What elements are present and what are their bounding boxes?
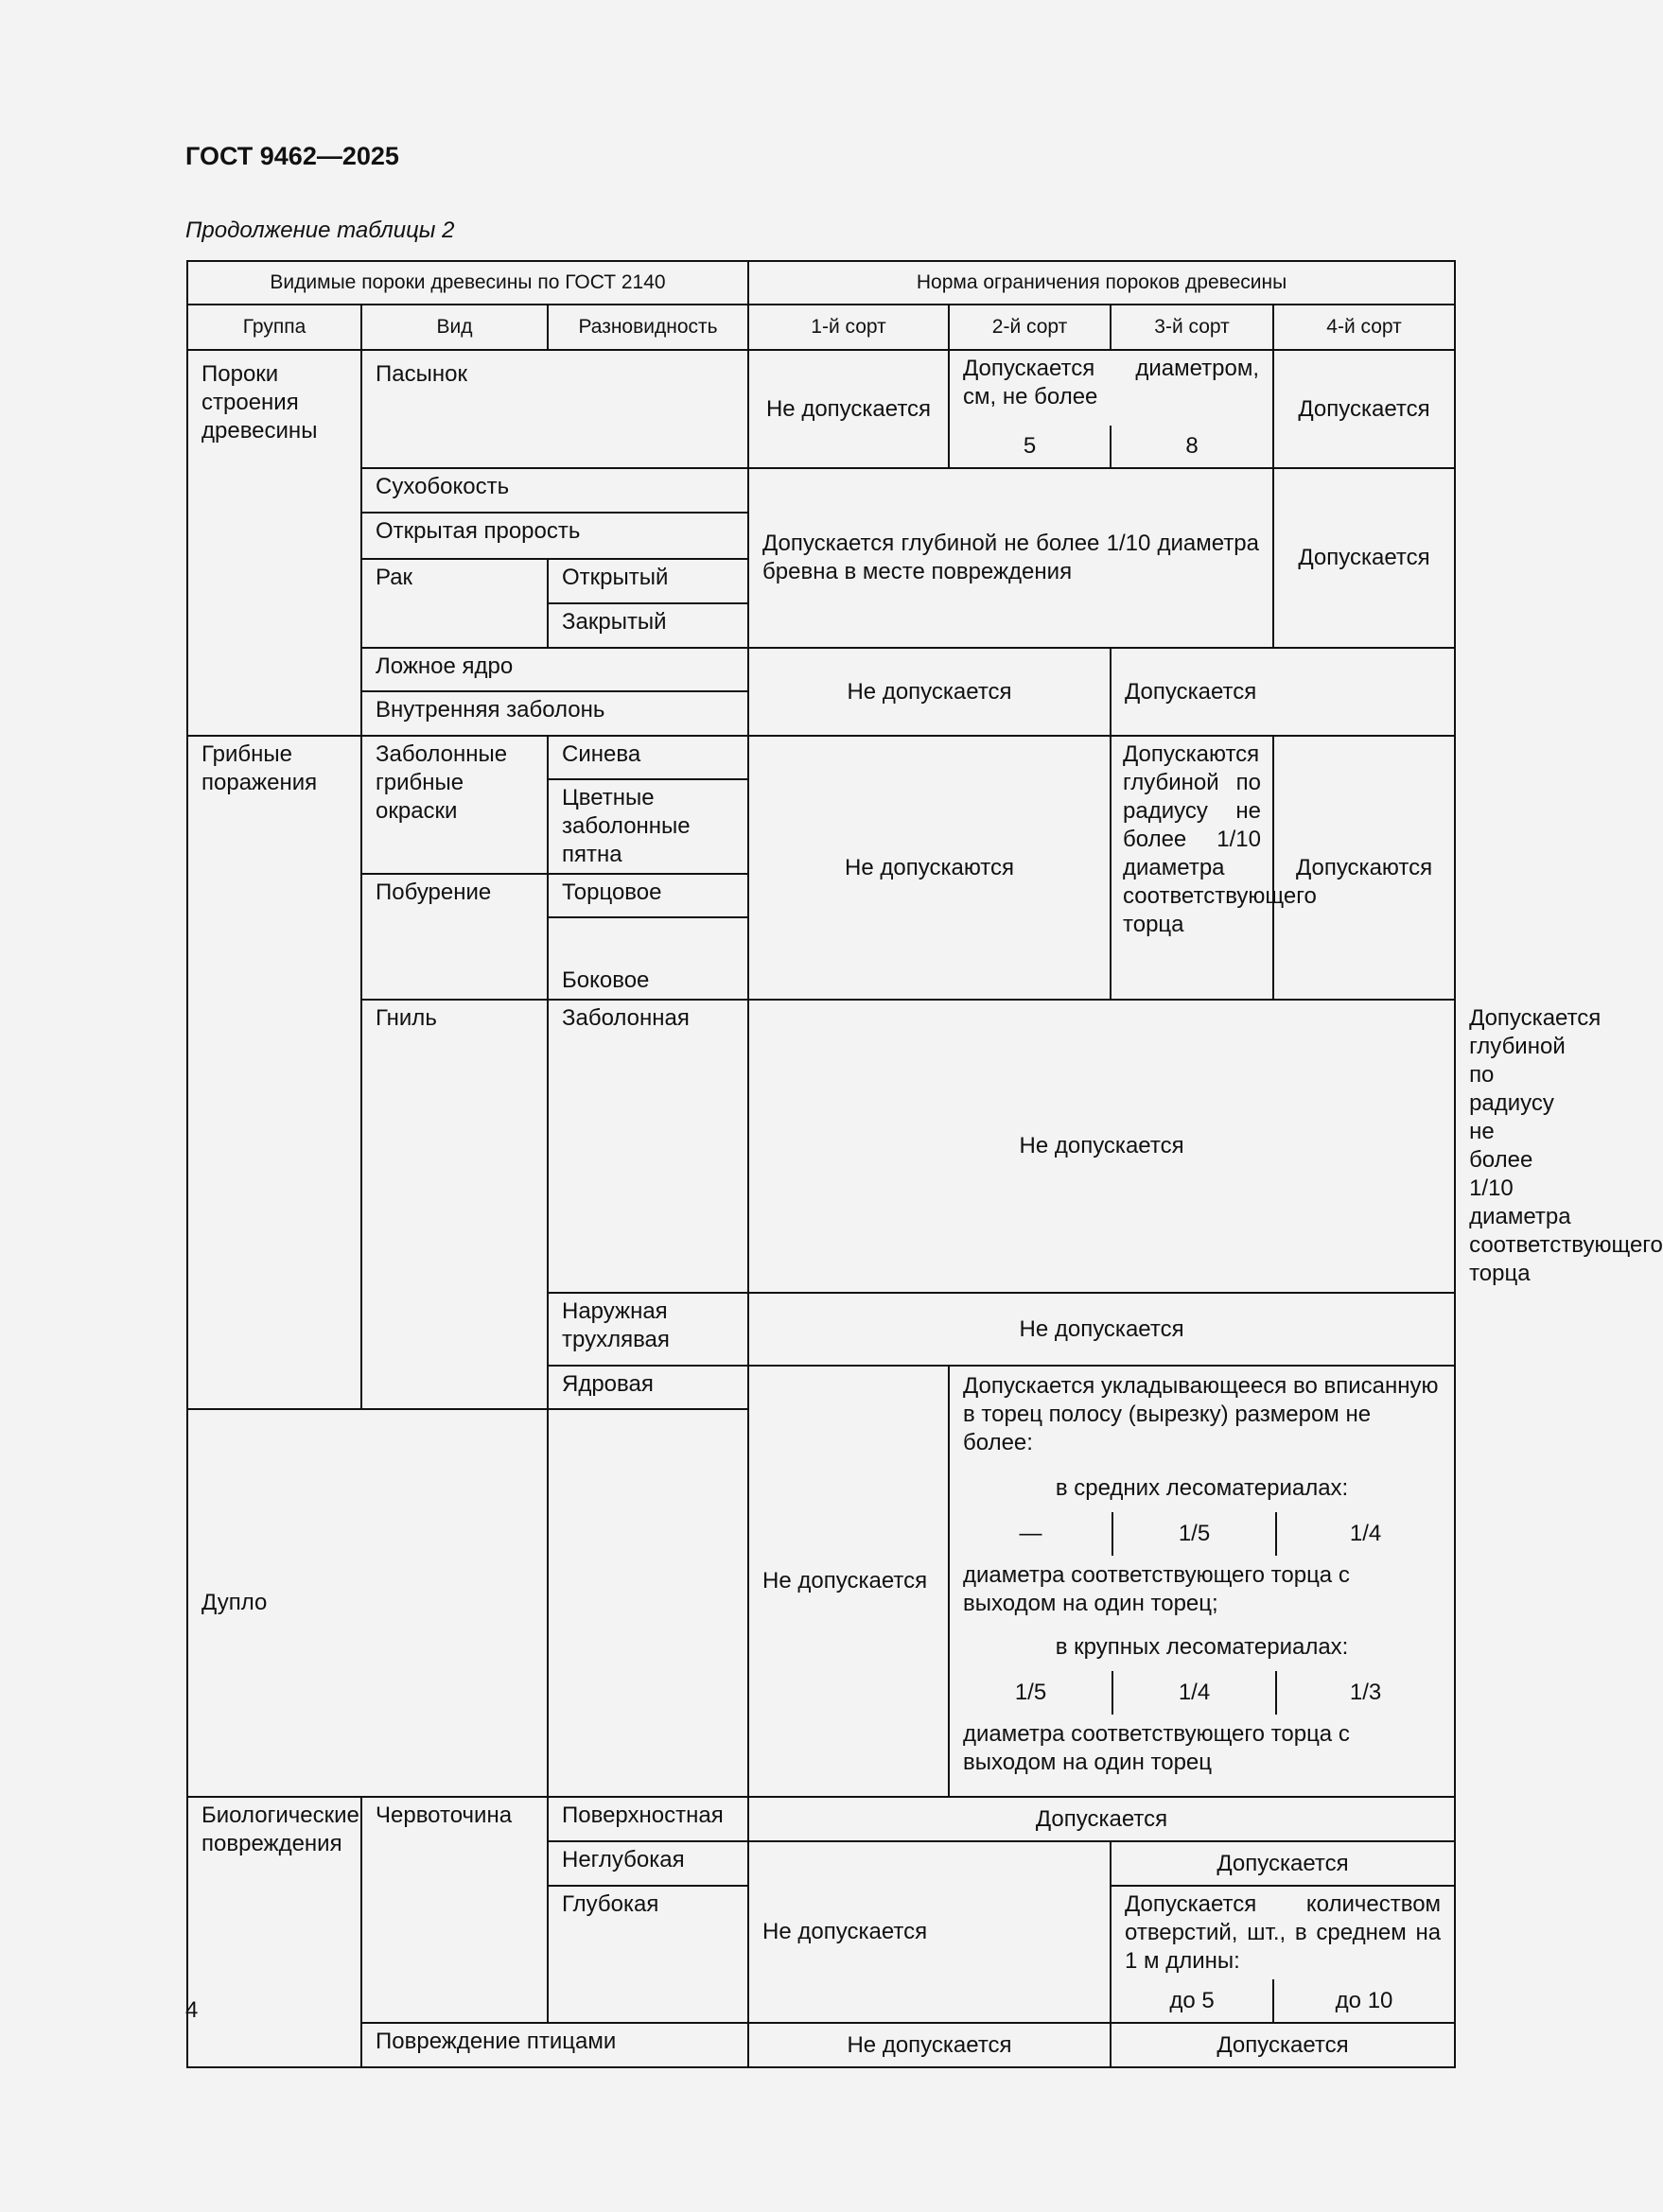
- fungal-grade-3: Допускаются глубиной по радиусу не более 1/10 диаметра соответствующего торца: [1111, 736, 1273, 1000]
- glubokaya-grade-4: до 10: [1273, 1979, 1455, 2023]
- yadrovaya-medium-grade-3: 1/5: [1113, 1512, 1277, 1556]
- pasynok-grade-2: 5: [949, 426, 1111, 468]
- row-pasynok: Пасынок: [361, 350, 748, 468]
- yadrovaya-large-grade-4: 1/3: [1349, 1680, 1382, 1705]
- yadrovaya-medium-values: [950, 1512, 1454, 1556]
- glubokaya-norm-text: Допускается количеством отверстий, шт., в среднем на 1 м длины:: [1111, 1886, 1455, 1979]
- row-duplo: Дупло: [187, 1409, 548, 1797]
- header-group: Группа: [187, 305, 361, 350]
- fungal-grade-4: Допускаются: [1273, 736, 1455, 1000]
- glubokaya-grade-3: до 5: [1111, 1979, 1273, 2023]
- header-norm: Норма ограничения пороков древесины: [748, 261, 1455, 305]
- header-grade-2: 2-й сорт: [949, 305, 1111, 350]
- group-structure: Пороки строения древесины: [187, 350, 361, 736]
- table-continuation-caption: Продолжение таблицы 2: [185, 218, 455, 243]
- pasynok-grade-3: 8: [1111, 426, 1273, 468]
- row-ptitsy: Повреждение птицами: [361, 2023, 748, 2067]
- yadro-grades-1-2: Не допускается: [748, 648, 1111, 736]
- depth-norm-grades-1-3: Допускается глубиной не более 1/10 диаметра бревна в месте повреждения: [748, 468, 1273, 648]
- group-fungal: Грибные поражения: [187, 736, 361, 1409]
- row-sineva: Синева: [548, 736, 748, 779]
- header-visible-defects: Видимые пороки древесины по ГОСТ 2140: [187, 261, 748, 305]
- row-zabolon: Внутренняя заболонь: [361, 691, 748, 736]
- yadrovaya-medium-heading: в средних лесоматериалах:: [1055, 1475, 1349, 1501]
- zabolonnaya-grades-1-3: Не допускается: [748, 1000, 1455, 1293]
- pasynok-grade-1: Не допускается: [748, 350, 949, 468]
- yadrovaya-medium-grade-4: 1/4: [1349, 1521, 1382, 1546]
- row-glubokaya: Глубокая: [548, 1886, 748, 2023]
- row-zabolonnaya: Заболонная: [548, 1000, 748, 1293]
- row-bokovoe: Боковое: [548, 917, 748, 1000]
- header-grade-3: 3-й сорт: [1111, 305, 1273, 350]
- yadrovaya-large-values: [950, 1671, 1454, 1715]
- yadrovaya-intro: Допускается укладывающееся во вписанную в торец полосу (вырезку) размером не более:: [963, 1373, 1439, 1455]
- row-negluboka: Неглубокая: [548, 1841, 748, 1886]
- group-bio: Биологические повреждения: [187, 1797, 361, 2067]
- row-tortsovoe: Торцовое: [548, 874, 748, 917]
- row-rak-open: Открытый: [548, 559, 748, 603]
- defects-table: Видимые пороки древесины по ГОСТ 2140 Норма ограничения пороков древесины Группа Вид Разновидность 1-й сорт 2-й сорт 3-й сорт 4-й сорт Пороки строения древесины Пасынок Не допускается Допускается диаметром, см, не более Допускается 5 8 Сухобокость Допускается глубиной не более 1/10 диаметра бревна в месте повреждения Допускается Открытая прорость Рак Открытый Закрытый Ложное ядро Не допускается Допускается Внутренняя заболонь Грибные поражения Заболонные грибные окраски Синева Не допускаются Допускаются глубиной по радиусу не более 1/10 диаметра соответствующего торца Допускаются Цветные заболонные пятна Побурение Торцовое Боковое Гниль Заболонная Не допускается Допускается глубиной по радиусу не более 1/10 диаметра соответствующего торца Наружная трухлявая Не допускается Ядровая Не допускается Допускается укладывающееся во вписанную в торец полосу (вырезку) размером не более: в средних лесоматериалах: — 1/5 1/4 диаметра соответствующего торца с выходом на один торец; в крупных лесоматериалах: 1/5 1/4 1/3 диаметра соответствующего торца с выходом на один торец Дупло Биологические повреждения Червоточина Поверхностная Допускается Неглубокая Не допускается Допускается Глубокая Допускается количеством отверстий, шт., в среднем на 1 м длины: до 5 до 10 Повреждение птицами Не допускается Допускается: [186, 260, 1456, 2068]
- row-rak: Рак: [361, 559, 548, 648]
- yadrovaya-grade-1: Не допускается: [748, 1366, 949, 1797]
- pasynok-grade-4: Допускается: [1273, 350, 1455, 468]
- header-grade-1: 1-й сорт: [748, 305, 949, 350]
- row-yadrovaya: Ядровая: [548, 1366, 748, 1409]
- page-number: 4: [185, 1997, 199, 2023]
- yadrovaya-large-heading: в крупных лесоматериалах:: [1055, 1634, 1349, 1660]
- row-prorost: Открытая прорость: [361, 513, 748, 559]
- row-rak-closed: Закрытый: [548, 603, 748, 648]
- yadrovaya-large-grade-3: 1/4: [1113, 1671, 1277, 1715]
- depth-norm-grade-4: Допускается: [1273, 468, 1455, 648]
- row-pobur: Побурение: [361, 874, 548, 1000]
- yadrovaya-medium-grade-2: —: [950, 1512, 1113, 1556]
- yadrovaya-after-medium: диаметра соответствующего торца с выходом на один торец;: [963, 1562, 1350, 1616]
- naruzhnaya-grades: Не допускается: [748, 1293, 1455, 1366]
- ptitsy-grades-3-4: Допускается: [1111, 2023, 1455, 2067]
- row-naruzhnaya: Наружная трухлявая: [548, 1293, 748, 1366]
- chervotochina-grades-1-2: Не допускается: [748, 1841, 1111, 2023]
- fungal-grades-1-2: Не допускаются: [748, 736, 1111, 1000]
- row-poverhnostnaya: Поверхностная: [548, 1797, 748, 1841]
- row-suhobokost: Сухобокость: [361, 468, 748, 513]
- yadrovaya-norm: [949, 1366, 1455, 1797]
- ptitsy-grades-1-2: Не допускается: [748, 2023, 1111, 2067]
- document-title: ГОСТ 9462—2025: [185, 142, 399, 170]
- negluboka-grades-3-4: Допускается: [1111, 1841, 1455, 1886]
- yadrovaya-after-large: диаметра соответствующего торца с выходом на один торец: [963, 1721, 1350, 1775]
- row-okraski: Заболонные грибные окраски: [361, 736, 548, 874]
- pasynok-norm-text: [949, 350, 1273, 426]
- header-grade-4: 4-й сорт: [1273, 305, 1455, 350]
- yadrovaya-large-grade-2: 1/5: [950, 1671, 1113, 1715]
- pasynok-norm-line-1: Допускается диаметром,: [963, 356, 1260, 381]
- header-variety: Разновидность: [548, 305, 748, 350]
- poverhnostnaya-grades: Допускается: [748, 1797, 1455, 1841]
- pasynok-norm-line-2: см, не более: [963, 384, 1098, 409]
- yadro-grades-3-4: Допускается: [1111, 648, 1455, 736]
- row-gnil: Гниль: [361, 1000, 548, 1409]
- header-type: Вид: [361, 305, 548, 350]
- row-lozhnoe-yadro: Ложное ядро: [361, 648, 748, 691]
- row-pyatna: Цветные заболонные пятна: [548, 779, 748, 874]
- row-chervotochina: Червоточина: [361, 1797, 548, 2023]
